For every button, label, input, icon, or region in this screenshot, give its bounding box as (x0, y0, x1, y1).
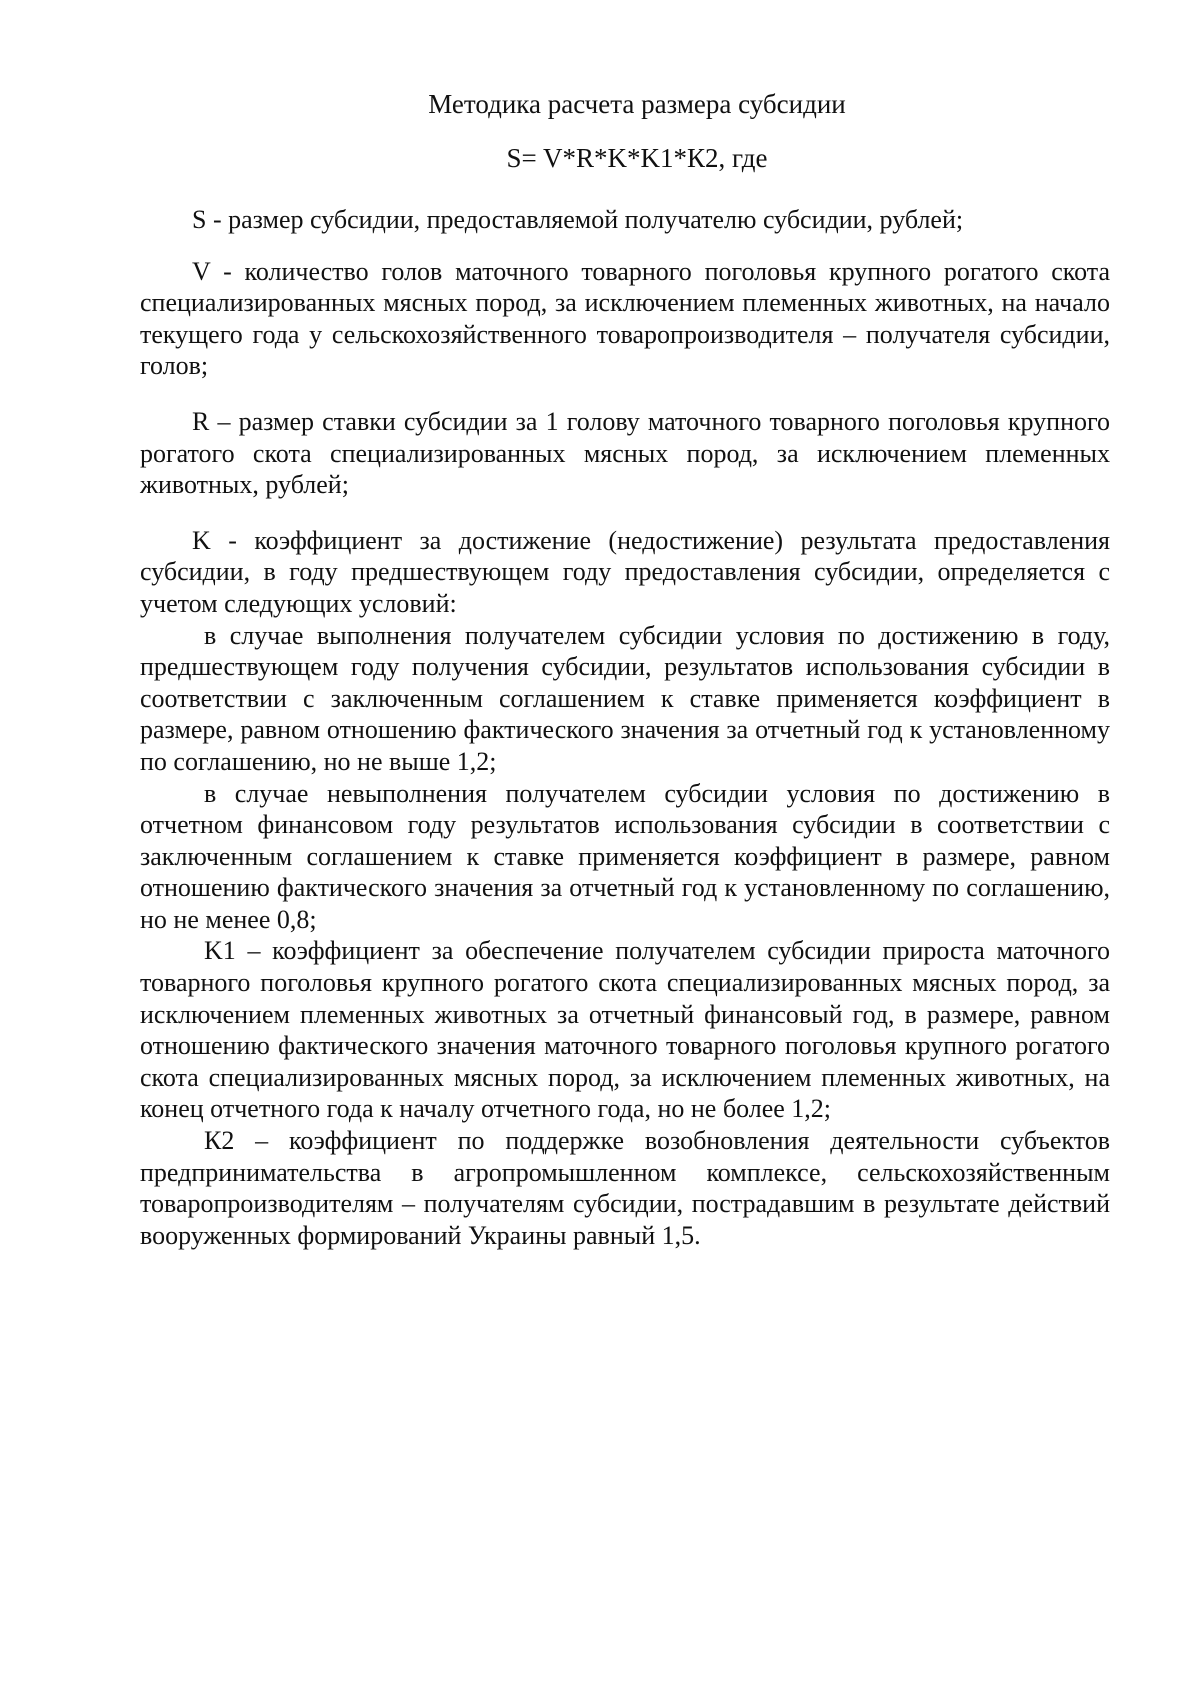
condition-fulfilled: в случае выполнения получателем субсидии условия по достижению в году, предшествующем году получения субсидии, результатов использования субсидии в соответствии с заключенным соглашением к ставке применяется коэффициент в размере, равном отношению фактического значения за отчетный год к установленному по соглашению, но не выше 1,2; (140, 620, 1110, 776)
definition-s: S - размер субсидии, предоставляемой получателю субсидии, рублей; (192, 205, 964, 234)
definition-k1: K1 – коэффициент за обеспечение получателем субсидии прироста маточного товарного поголовья крупного рогатого скота специализированных мясных пород, за исключением племенных животных за отчетный финансовый год, в размере, равном отношению фактического значения маточного товарного поголовья крупного рогатого скота специализированных мясных пород, за исключением племенных животных, на конец отчетного года к началу отчетного года, но не более 1,2; (140, 936, 1110, 1124)
definition-v: V - количество голов маточного товарного поголовья крупного рогатого скота специализированных мясных пород, за исключением племенных животных, на начало текущего года у сельскохозяйственного товаропроизводителя – получателя субсидии, голов; (140, 256, 1110, 381)
definition-k: K - коэффициент за достижение (недостижение) результата предоставления субсидии, в году предшествующем году предоставления субсидии, определяется с учетом следующих условий: (140, 525, 1110, 618)
definition-r: R – размер ставки субсидии за 1 голову маточного товарного поголовья крупного рогатого скота специализированных мясных пород, за исключением племенных животных, рублей; (140, 406, 1110, 500)
document-title: Методика расчета размера субсидии (428, 89, 846, 119)
condition-unfulfilled: в случае невыполнения получателем субсидии условия по достижению в отчетном финансовом году результатов использования субсидии в соответствии с заключенным соглашением к ставке применяется коэффициент в размере, равном отношению фактического значения за отчетный год к установленному по соглашению, но не менее 0,8; (140, 778, 1110, 934)
document-page (140, 86, 1110, 1251)
definition-k2: К2 – коэффициент по поддержке возобновления деятельности субъектов предпринимательства в агропромышленном комплексе, сельскохозяйственным товаропроизводителям – получателям субсидии, пострадавшим в результате действий вооруженных формирований Украины равный 1,5. (140, 1126, 1110, 1250)
subsidy-formula: S= V*R*K*K1*К2, где (506, 143, 768, 173)
